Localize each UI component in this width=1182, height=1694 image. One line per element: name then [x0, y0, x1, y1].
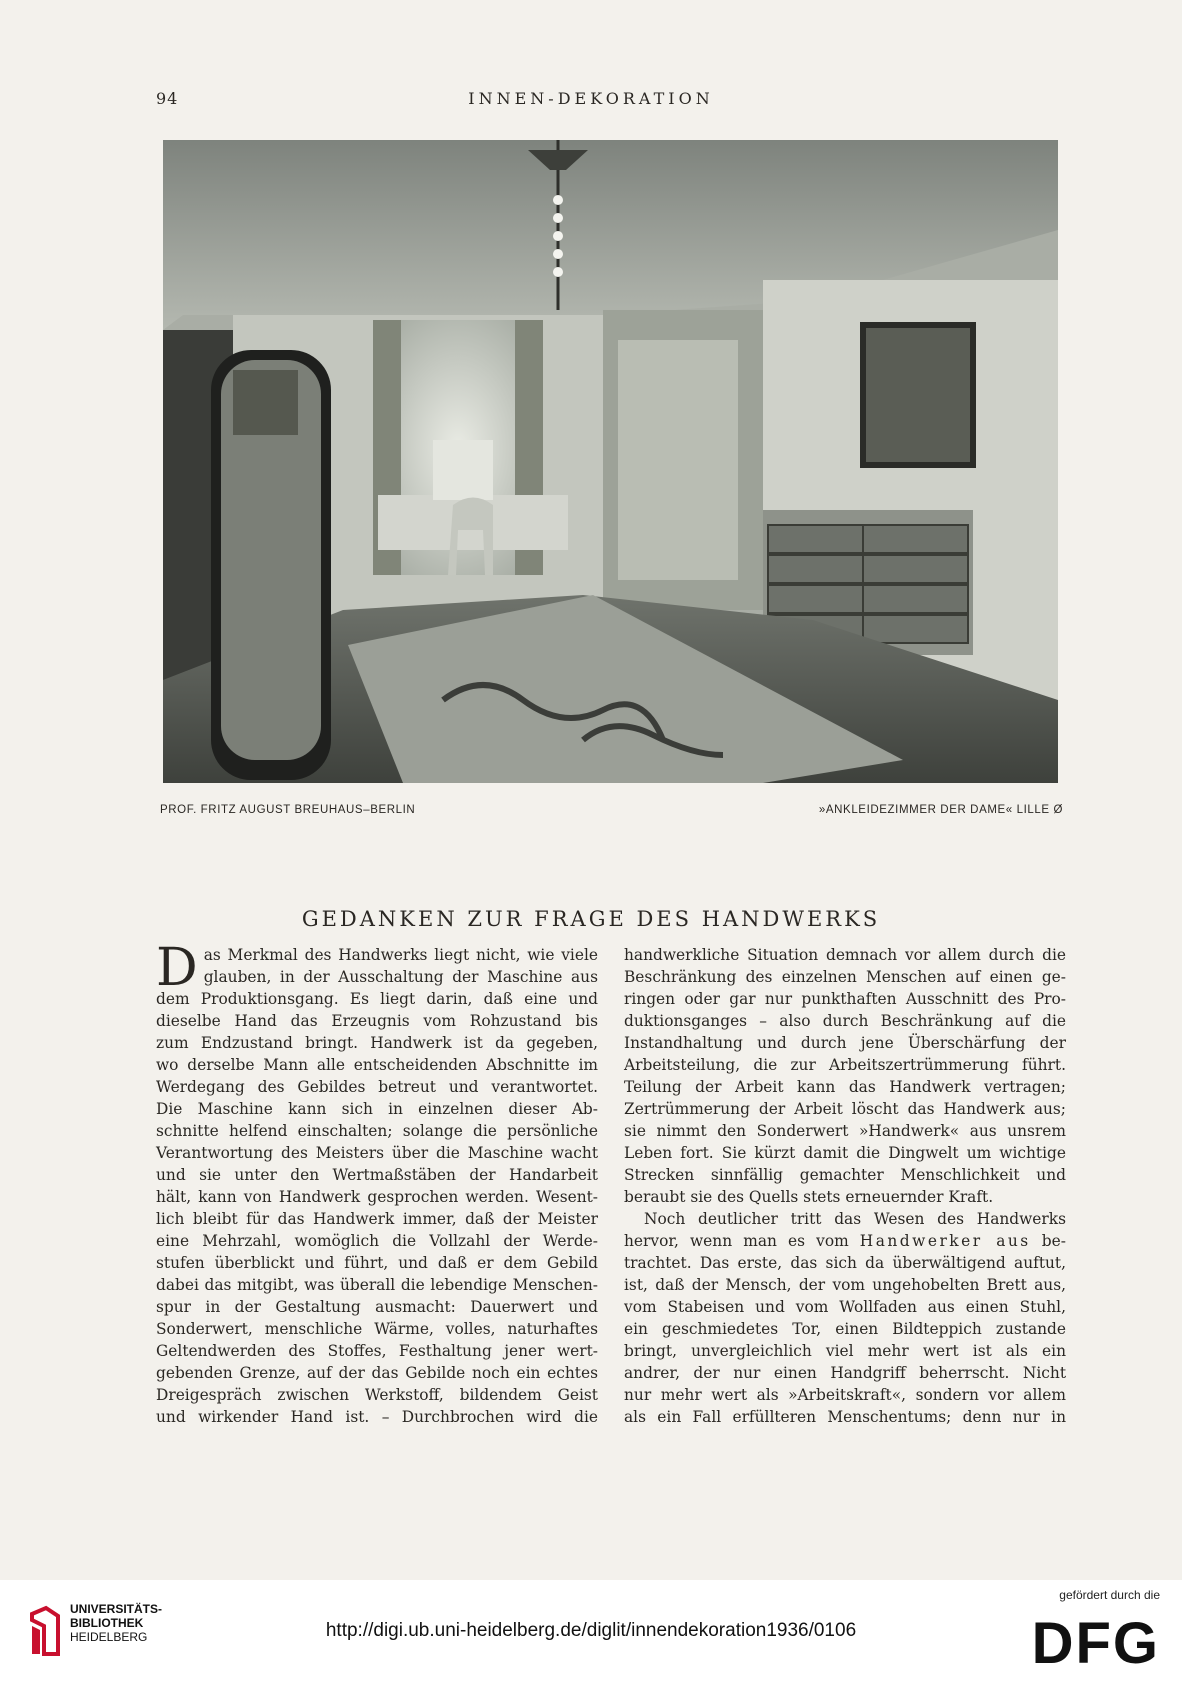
text-line: und sie unter den Wertmaßstäben der Handarbeit [156, 1166, 598, 1184]
text-line: handwerkliche Situation demnach vor allem durch die [624, 946, 1066, 964]
text-line: schnitte helfend einschalten; solange die persönliche [156, 1122, 598, 1140]
funder-text: gefördert durch die [1059, 1588, 1160, 1602]
text-line: ringen oder gar nur punkthaften Ausschnitt des Pro- [624, 990, 1066, 1008]
text-line [624, 1208, 1066, 1230]
text-line: Die Maschine kann sich in einzelnen dieser Ab- [156, 1100, 598, 1118]
text-line: trachtet. Das erste, das sich da überwältigend auftut, [624, 1254, 1066, 1272]
page-number: 94 [156, 89, 179, 108]
text-line: Teilung der Arbeit kann das Handwerk vertragen; [624, 1078, 1066, 1096]
text-line: eine Mehrzahl, womöglich die Vollzahl der Werde- [156, 1232, 598, 1250]
running-head: INNEN-DEKORATION [468, 89, 714, 108]
article-title: GEDANKEN ZUR FRAGE DES HANDWERKS [301, 907, 881, 932]
text-line: wo derselbe Mann alle entscheidenden Abschnitte im [156, 1056, 598, 1074]
text-line: lich bleibt für das Handwerk immer, daß der Meister [156, 1210, 598, 1228]
article-column-left [156, 938, 598, 1428]
text-line: gebenden Grenze, auf der das Gebilde noch ein echtes [156, 1364, 598, 1382]
dressing-room-image [163, 140, 1058, 783]
text-line: Verantwortung des Meisters über die Maschine wacht [156, 1144, 598, 1162]
text-line: Werdegang des Gebildes betreut und verantwortet. [156, 1078, 598, 1096]
text-line: dieselbe Hand das Erzeugnis vom Rohzustand bis [156, 1012, 598, 1030]
text-line: dem Produktionsgang. Es liegt darin, daß eine und [156, 990, 598, 1008]
text-line: nur mehr wert als »Arbeitskraft«, sondern vor allem [624, 1386, 1066, 1404]
text-line: Beschränkung des einzelnen Menschen auf einen ge- [624, 968, 1066, 986]
text-line: andrer, der nur einen Handgriff beherrscht. Nicht [624, 1364, 1066, 1382]
text-line: Zertrümmerung der Arbeit löscht das Handwerk aus; [624, 1100, 1066, 1118]
permalink-url[interactable]: http://digi.ub.uni-heidelberg.de/diglit/innendekoration1936/0106 [325, 1620, 857, 1641]
text-line: beraubt sie des Quells stets erneuernder Kraft. [624, 1188, 994, 1206]
text-fragment: hervor, wenn man es vom [624, 1232, 849, 1250]
text-line: dabei das mitgibt, was überall die lebendige Menschen- [156, 1276, 598, 1294]
text-line: sie nimmt den Sonderwert »Handwerk« aus unsrem [624, 1122, 1066, 1140]
library-name-line: UNIVERSITÄTS- [70, 1602, 163, 1616]
text-line: Sonderwert, menschliche Wärme, volles, naturhaftes [156, 1320, 598, 1338]
text-line: zum Endzustand bringt. Handwerk ist da gegeben, [156, 1034, 598, 1052]
text-fragment: Noch deutlicher tritt das Wesen des Handwerks [644, 1210, 1066, 1228]
text-line: ein geschmiedetes Tor, einen Bildteppich zustande [624, 1320, 1066, 1338]
text-line: Instandhaltung und durch jene Überschärfung der [624, 1034, 1066, 1052]
text-line: bringt, unvergleichlich viel mehr wert ist als ein [624, 1342, 1066, 1360]
photo-credit: PROF. FRITZ AUGUST BREUHAUS–BERLIN [160, 804, 416, 816]
text-line: Leben fort. Sie kürzt damit die Dingwelt um wichtige [624, 1144, 1066, 1162]
digitization-footer [0, 1580, 1182, 1694]
article-column-right [624, 944, 1066, 1428]
text-line: spur in der Gestaltung ausmacht: Dauerwert und [156, 1298, 598, 1316]
text-line: hält, kann von Handwerk gesprochen werden. Wesent- [156, 1188, 598, 1206]
library-name-line: HEIDELBERG [70, 1630, 148, 1644]
text-line: as Merkmal des Handwerks liegt nicht, wie viele [203, 946, 598, 964]
text-line: Arbeitsteilung, die zur Arbeitszertrümmerung führt. [624, 1056, 1066, 1074]
interior-photograph [163, 140, 1058, 783]
text-line: vom Stabeisen und vom Wollfaden aus einen Stuhl, [624, 1298, 1066, 1316]
text-line: und wirkender Hand ist. – Durchbrochen wird die [156, 1408, 598, 1426]
text-line: Dreigespräch zwischen Werkstoff, bildendem Geist [156, 1386, 598, 1404]
text-line: duktionsganges – also durch Beschränkung auf die [624, 1012, 1066, 1030]
text-line [624, 1230, 1066, 1252]
text-line: Strecken sinnfällig gemachter Menschlichkeit und [624, 1166, 1066, 1184]
text-line: stufen überblickt und führt, und daß er dem Gebild [156, 1254, 598, 1272]
drop-cap: D [156, 938, 198, 998]
text-line: Geltendwerden des Stoffes, Festhaltung jener wert- [156, 1342, 598, 1360]
spaced-emphasis: Handwerker aus [859, 1232, 1031, 1250]
text-line: ist, daß der Mensch, der vom ungehobelten Brett aus, [624, 1276, 1066, 1294]
photo-caption: »ANKLEIDEZIMMER DER DAME« LILLE Ø [818, 804, 1063, 816]
text-fragment: be- [1041, 1232, 1066, 1250]
dfg-logo: DFG [1031, 1611, 1160, 1676]
paragraph [156, 938, 598, 1428]
text-line: als ein Fall erfüllteren Menschentums; denn nur in [624, 1408, 1066, 1426]
text-line: glauben, in der Ausschaltung der Maschine aus [203, 968, 598, 986]
library-name-line: BIBLIOTHEK [70, 1616, 144, 1630]
